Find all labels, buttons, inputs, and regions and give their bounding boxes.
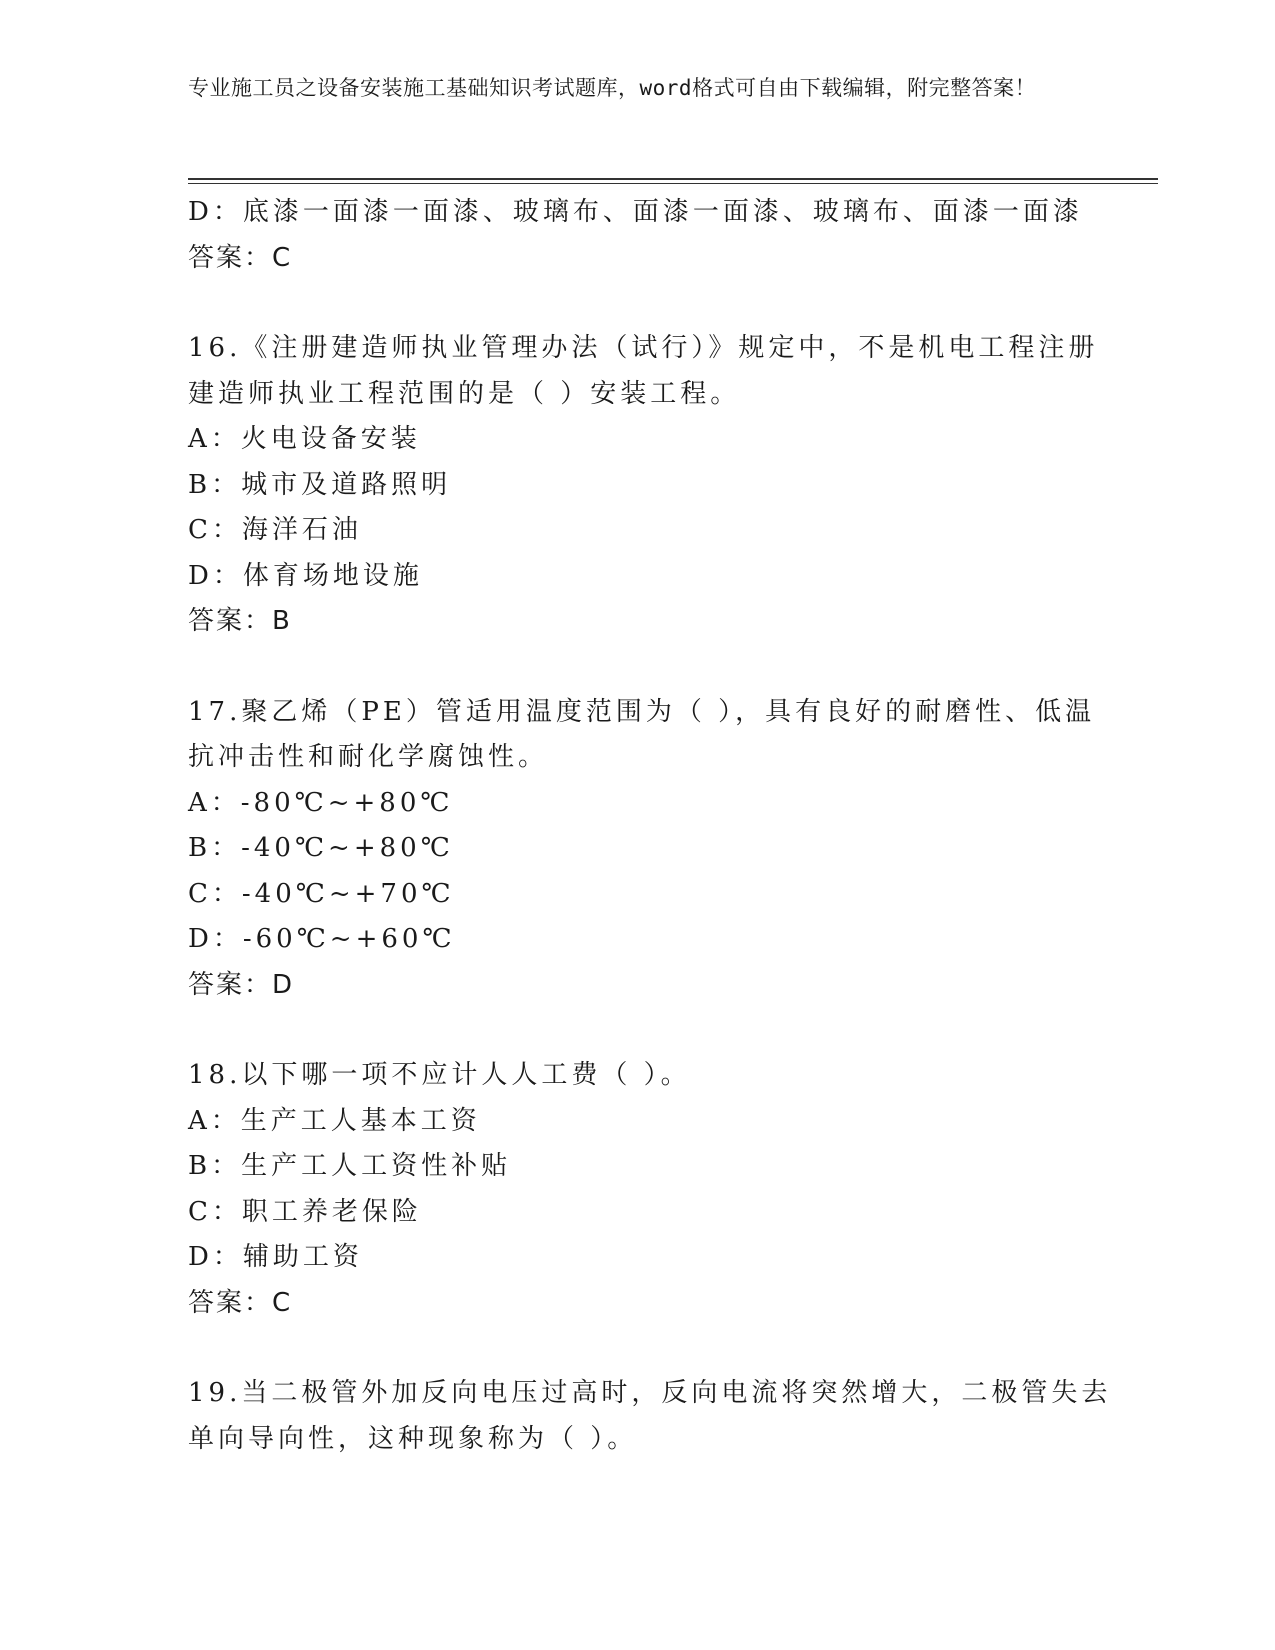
question-18 [188, 1053, 1088, 1326]
option-c: C：职工养老保险 [188, 1196, 422, 1227]
document-header [188, 72, 1068, 105]
option-c: C：-40℃~+70℃ [188, 878, 455, 909]
header-divider-thin [188, 183, 1158, 184]
question-stem-line: 17.聚乙烯（PE）管适用温度范围为（ ），具有良好的耐磨性、低温 [188, 696, 1096, 727]
option-c: C：海洋石油 [188, 515, 362, 545]
answer: 答案：C [188, 1287, 293, 1318]
option-d: D：体育场地设施 [188, 560, 423, 591]
header-text: 专业施工员之设备安装施工基础知识考试题库，word格式可自由下载编辑，附完整答案！ [188, 76, 1037, 100]
question-list [188, 190, 1112, 1462]
question-17 [188, 690, 1096, 1009]
question-stem-line: 19.当二极管外加反向电压过高时，反向电流将突然增大，二极管失去 [188, 1378, 1112, 1408]
spacer [188, 1008, 1088, 1053]
option-a: A：火电设备安装 [188, 424, 421, 454]
option-a: A：生产工人基本工资 [188, 1105, 481, 1136]
answer: 答案：C [188, 242, 293, 273]
option-b: B：-40℃~+80℃ [188, 833, 454, 863]
option-d: D：辅助工资 [188, 1242, 363, 1272]
option-d: D：-60℃~+60℃ [188, 924, 456, 954]
option-d: D：底漆一面漆一面漆、玻璃布、面漆一面漆、玻璃布、面漆一面漆 [188, 197, 1083, 227]
answer: 答案：B [188, 606, 292, 636]
option-b: B：城市及道路照明 [188, 469, 452, 500]
question-19 [188, 1371, 1112, 1462]
question-stem-line: 18.以下哪一项不应计人人工费（ ）。 [188, 1060, 691, 1090]
question-16 [188, 326, 1099, 645]
question-stem-line: 16.《注册建造师执业管理办法（试行）》规定中，不是机电工程注册 [188, 333, 1099, 363]
spacer [188, 645, 1088, 690]
question-stem-line: 建造师执业工程范围的是（ ）安装工程。 [188, 378, 741, 409]
spacer [188, 281, 1088, 326]
answer: 答案：D [188, 969, 295, 1000]
question-stem-line: 单向导向性，这种现象称为（ ）。 [188, 1423, 638, 1454]
option-a: A：-80℃~+80℃ [188, 787, 454, 818]
question-stem-line: 抗冲击性和耐化学腐蚀性。 [188, 742, 549, 772]
option-b: B：生产工人工资性补贴 [188, 1151, 512, 1181]
spacer [188, 1326, 1088, 1371]
header-divider [188, 178, 1158, 180]
